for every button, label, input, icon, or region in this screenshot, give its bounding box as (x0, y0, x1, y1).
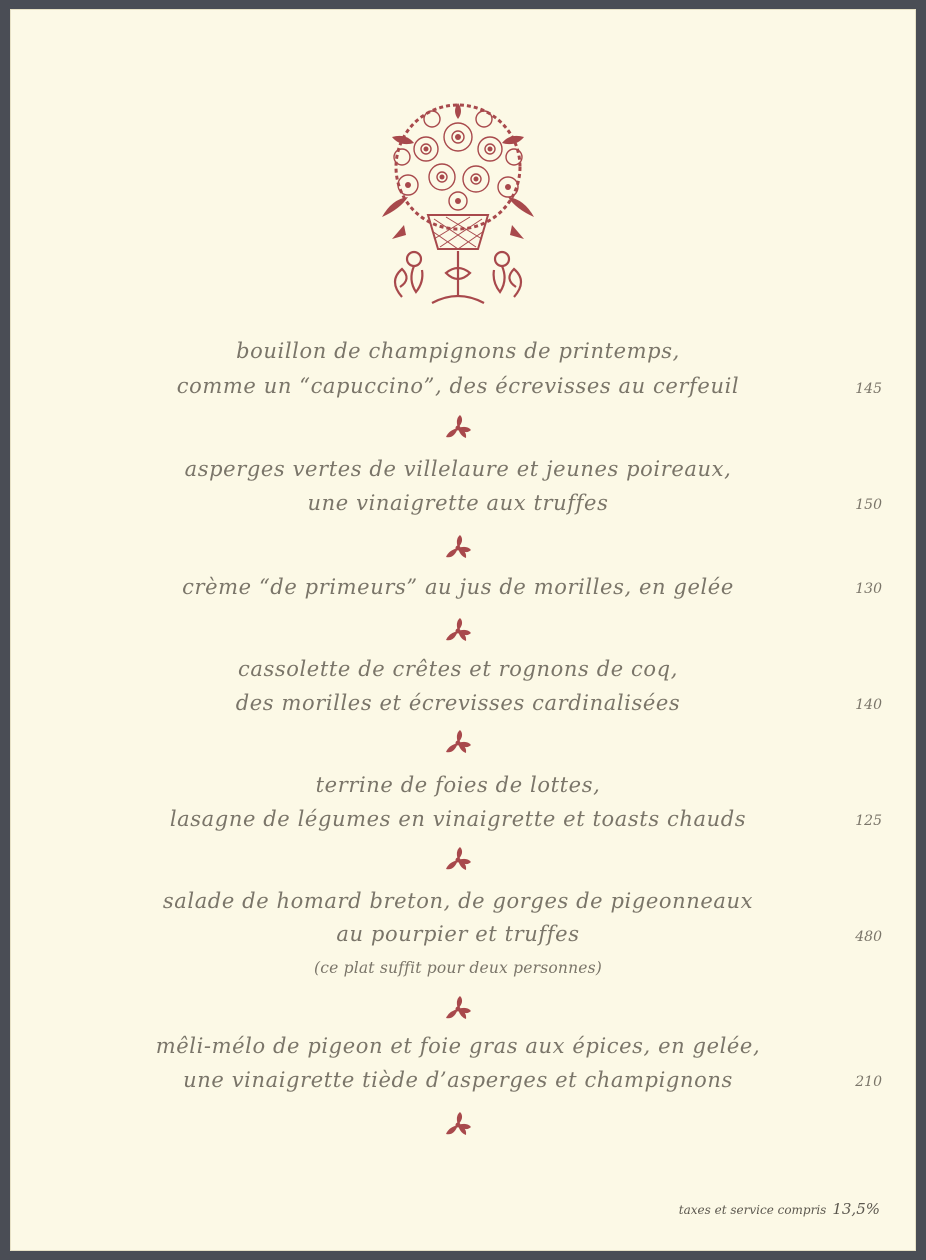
dish-description-line-2: au pourpier et truffes (336, 922, 580, 946)
dish-description-line-1: mêli-mélo de pigeon et foie gras aux épices, en gelée, (155, 1034, 761, 1058)
fleuron-icon (443, 728, 473, 758)
fleuron-icon (443, 845, 473, 875)
dish-description-line-2: lasagne de légumes en vinaigrette et toasts chauds (169, 807, 747, 831)
fleuron-icon (443, 413, 473, 443)
dish-description-line-2: comme un “capuccino”, des écrevisses au cerfeuil (176, 374, 740, 398)
dish-description-line-1: salade de homard breton, de gorges de pigeonneaux (162, 889, 754, 913)
dish-description-line-2: des morilles et écrevisses cardinalisées (235, 691, 681, 715)
fleuron-icon (443, 994, 473, 1024)
menu-page (10, 9, 916, 1251)
flower-basket-emblem (362, 97, 554, 311)
dish-description-line-2: une vinaigrette tiède d’asperges et champignons (183, 1068, 733, 1092)
tax-service-rate: 13,5% (832, 1200, 880, 1218)
dish-description-line-1: crème “de primeurs” au jus de morilles, en gelée (182, 575, 734, 599)
dish-description-line-1: bouillon de champignons de printemps, (236, 339, 680, 363)
dish-price: 480 (855, 929, 882, 945)
fleuron-icon (443, 1110, 473, 1140)
fleuron-icon (443, 616, 473, 646)
dish-description-line-1: terrine de foies de lottes, (315, 773, 601, 797)
dish-description-line-1: cassolette de crêtes et rognons de coq, (238, 657, 678, 681)
dish-description-line-1: asperges vertes de villelaure et jeunes poireaux, (184, 457, 732, 481)
dish-price: 150 (855, 497, 882, 513)
dish-note: (ce plat suffit pour deux personnes) (313, 959, 603, 977)
dish-description-line-2: une vinaigrette aux truffes (307, 491, 609, 515)
dish-price: 130 (855, 581, 882, 597)
dish-price: 140 (855, 697, 882, 713)
dish-price: 145 (855, 381, 882, 397)
dish-price: 125 (855, 813, 882, 829)
tax-service-label: taxes et service compris (678, 1203, 827, 1217)
dish-price: 210 (855, 1074, 882, 1090)
tax-service-note (550, 1199, 880, 1218)
fleuron-icon (443, 533, 473, 563)
